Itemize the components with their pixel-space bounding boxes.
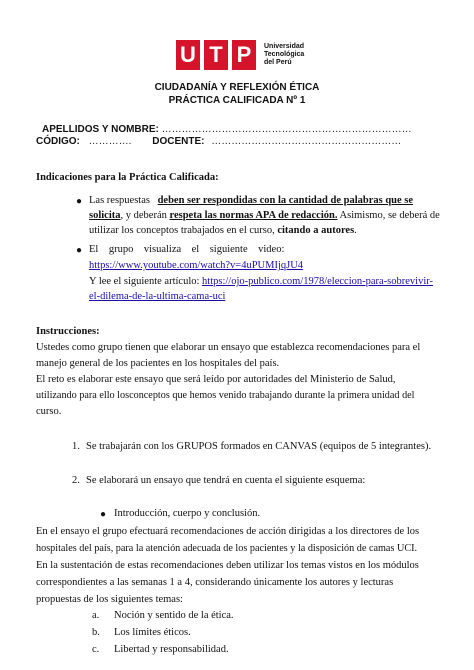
paragraph-line: manejo general de los pacientes en los hospitales del país. — [36, 358, 280, 369]
text-fragment: utilizar los conceptos trabajados en el curso, — [89, 225, 275, 236]
text-fragment: . — [354, 225, 357, 236]
codigo-label: CÓDIGO: — [36, 136, 80, 147]
paragraph-line: utilizando para ello losconceptos que hemos venido trabajando durante la primera unidad del — [36, 390, 415, 401]
instrucciones-heading: Instrucciones: — [36, 326, 100, 337]
numbered-item-1: Se trabajarán con los GRUPOS formados en CANVAS (equipos de 5 integrantes). — [86, 441, 432, 452]
indicacion-1-line2 — [89, 209, 440, 223]
text-fragment: Las respuestas — [89, 195, 150, 206]
indicacion-2-line1: El grupo visualiza el siguiente video: — [89, 244, 285, 255]
logo-letter-t: T — [204, 40, 228, 70]
paragraph-line: El reto es elaborar este ensayo que será leído por autoridades del Ministerio de Salud, — [36, 374, 396, 385]
article-link-continued[interactable]: el-dilema-de-la-ultima-cama-uci — [89, 291, 226, 302]
paragraph-line: En la sustentación de estas recomendaciones deben utilizar los temas vistos en los módulos — [36, 560, 419, 571]
numbered-item-2: Se elaborará un ensayo que tendrá en cuenta el siguiente esquema: — [86, 475, 366, 486]
logo-letter-p: P — [232, 40, 256, 70]
apellidos-label: APELLIDOS Y NOMBRE: — [42, 124, 159, 135]
paragraph-line: curso. — [36, 406, 62, 417]
codigo-field[interactable]: …………. — [88, 136, 132, 147]
emphasis-text: solicita — [89, 210, 121, 221]
numbered-item-1-number: 1. — [72, 441, 80, 452]
paragraph-line: Ustedes como grupo tienen que elaborar un ensayo que establezca recomendaciones para el — [36, 342, 421, 353]
emphasis-text: citando a autores — [277, 225, 355, 236]
topic-item: Libertad y responsabilidad. — [114, 644, 229, 655]
bullet-dot: ● — [76, 196, 83, 207]
docente-label: DOCENTE: — [152, 136, 205, 147]
logo-university-name — [264, 43, 320, 67]
indicacion-1-line1 — [89, 194, 413, 208]
emphasis-text: respeta las normas APA de redacción. — [169, 210, 338, 221]
logo-name-line1: Universidad — [264, 42, 305, 50]
paragraph-line: propuestas de los siguientes temas: — [36, 594, 183, 605]
text-fragment: Asimismo, se deberá de — [337, 210, 440, 221]
topic-letter: a. — [92, 610, 100, 621]
topic-item: Noción y sentido de la ética. — [114, 610, 234, 621]
course-title: CIUDADANÍA Y REFLEXIÓN ÉTICA — [154, 82, 320, 93]
apellidos-field[interactable]: ………………………………………………………………… — [161, 124, 412, 135]
paragraph-line: correspondientes a las semanas 1 a 4, considerando únicamente los autores y lecturas — [36, 577, 394, 588]
topic-item: Los límites éticos. — [114, 627, 191, 638]
docente-field[interactable]: ………………………………………………… — [211, 136, 402, 147]
paragraph-line: hospitales del país, para la atención adecuada de los pacientes y la disposición de camas UCI. — [36, 543, 418, 554]
indicacion-1-line3 — [89, 224, 357, 238]
bullet-dot: ● — [76, 245, 83, 256]
practice-title: PRÁCTICA CALIFICADA Nº 1 — [168, 95, 306, 106]
apellidos-row — [42, 124, 412, 135]
topic-letter: b. — [92, 627, 100, 638]
numbered-item-2-number: 2. — [72, 475, 80, 486]
codigo-row — [36, 136, 401, 147]
logo-name-line3: del Perú — [264, 58, 292, 66]
text-fragment: Y lee el siguiente artículo: — [89, 276, 200, 287]
emphasis-text: deben ser respondidas con la cantidad de palabras que se — [157, 195, 414, 206]
indicacion-2-line3 — [89, 275, 433, 289]
schema-item: Introducción, cuerpo y conclusión. — [114, 508, 261, 519]
indicaciones-heading: Indicaciones para la Práctica Calificada: — [36, 172, 219, 183]
article-link[interactable]: https://ojo-publico.com/1978/eleccion-para-sobrevivir- — [202, 276, 434, 287]
topic-letter: c. — [92, 644, 100, 655]
youtube-link[interactable]: https://www.youtube.com/watch?v=4uPUMIjqJU4 — [89, 260, 304, 271]
paragraph-line: En el ensayo el grupo efectuará recomendaciones de acción dirigidas a los directores de los — [36, 526, 420, 537]
logo-name-line2: Tecnológica — [264, 50, 305, 58]
bullet-dot: ● — [100, 509, 107, 520]
text-fragment: , y deberán — [120, 210, 167, 221]
utp-logo — [176, 38, 320, 71]
logo-letter-u: U — [176, 40, 200, 70]
